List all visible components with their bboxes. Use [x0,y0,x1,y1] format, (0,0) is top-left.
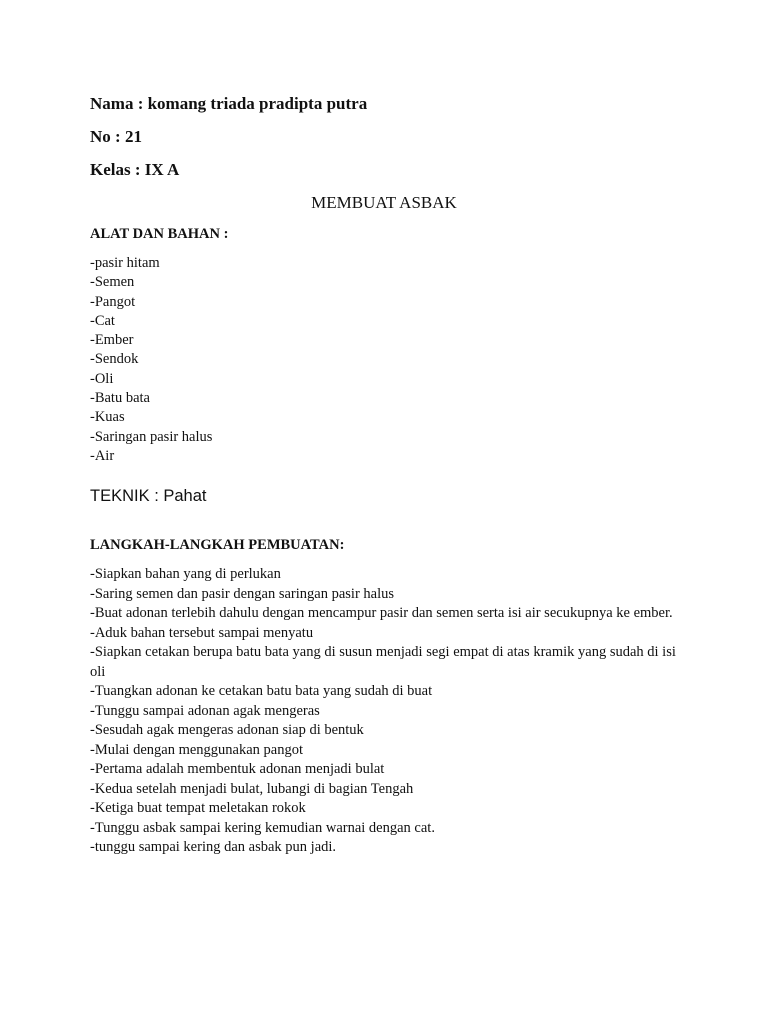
list-item: -Ember [90,332,134,349]
steps-heading: LANGKAH-LANGKAH PEMBUATAN: [90,537,345,553]
list-item: -Batu bata [90,390,150,407]
list-item: -Siapkan bahan yang di perlukan [90,566,281,582]
steps-list [90,565,690,858]
list-item: -Saringan pasir halus [90,428,213,445]
list-item: -Aduk bahan tersebut sampai menyatu [90,624,314,641]
technique-value: : Pahat [149,487,207,505]
list-item: -Kuas [90,409,125,426]
list-item: -Tuangkan adonan ke cetakan batu bata yang sudah di buat [90,683,433,699]
list-item: -Air [90,447,115,464]
list-item: -Sendok [90,351,139,368]
student-number: No : 21 [90,127,142,146]
list-item: -Kedua setelah menjadi bulat, lubangi di bagian Tengah [90,780,414,797]
list-item: -Saring semen dan pasir dengan saringan pasir halus [90,585,395,602]
list-item: -Pangot [90,293,136,310]
list-item: -Sesudah agak mengeras adonan siap di bentuk [90,722,364,738]
list-item: -Tunggu sampai adonan agak mengeras [90,702,320,719]
list-item: -Semen [90,274,135,291]
student-class: Kelas : IX A [90,160,180,179]
list-item: -tunggu sampai kering dan asbak pun jadi. [90,839,337,855]
document-title: MEMBUAT ASBAK [311,193,457,212]
list-item: -pasir hitam [90,255,160,271]
list-item: -Pertama adalah membentuk adonan menjadi bulat [90,761,385,777]
materials-list [90,254,690,466]
student-name: Nama : komang triada pradipta putra [90,94,368,113]
list-item: -Ketiga buat tempat meletakan rokok [90,800,306,816]
list-item: -Tunggu asbak sampai kering kemudian warnai dengan cat. [90,819,435,836]
list-item: -Oli [90,370,114,387]
materials-heading: ALAT DAN BAHAN : [90,226,229,242]
technique-line [90,486,206,507]
list-item: -Mulai dengan menggunakan pangot [90,741,304,758]
technique-label: TEKNIK [90,487,150,505]
list-item: -Buat adonan terlebih dahulu dengan mencampur pasir dan semen serta isi air secukupnya ke ember. [90,605,673,621]
list-item: -Siapkan cetakan berupa batu bata yang di susun menjadi segi empat di atas kramik yang sudah di isi oli [90,644,676,680]
list-item: -Cat [90,312,115,329]
